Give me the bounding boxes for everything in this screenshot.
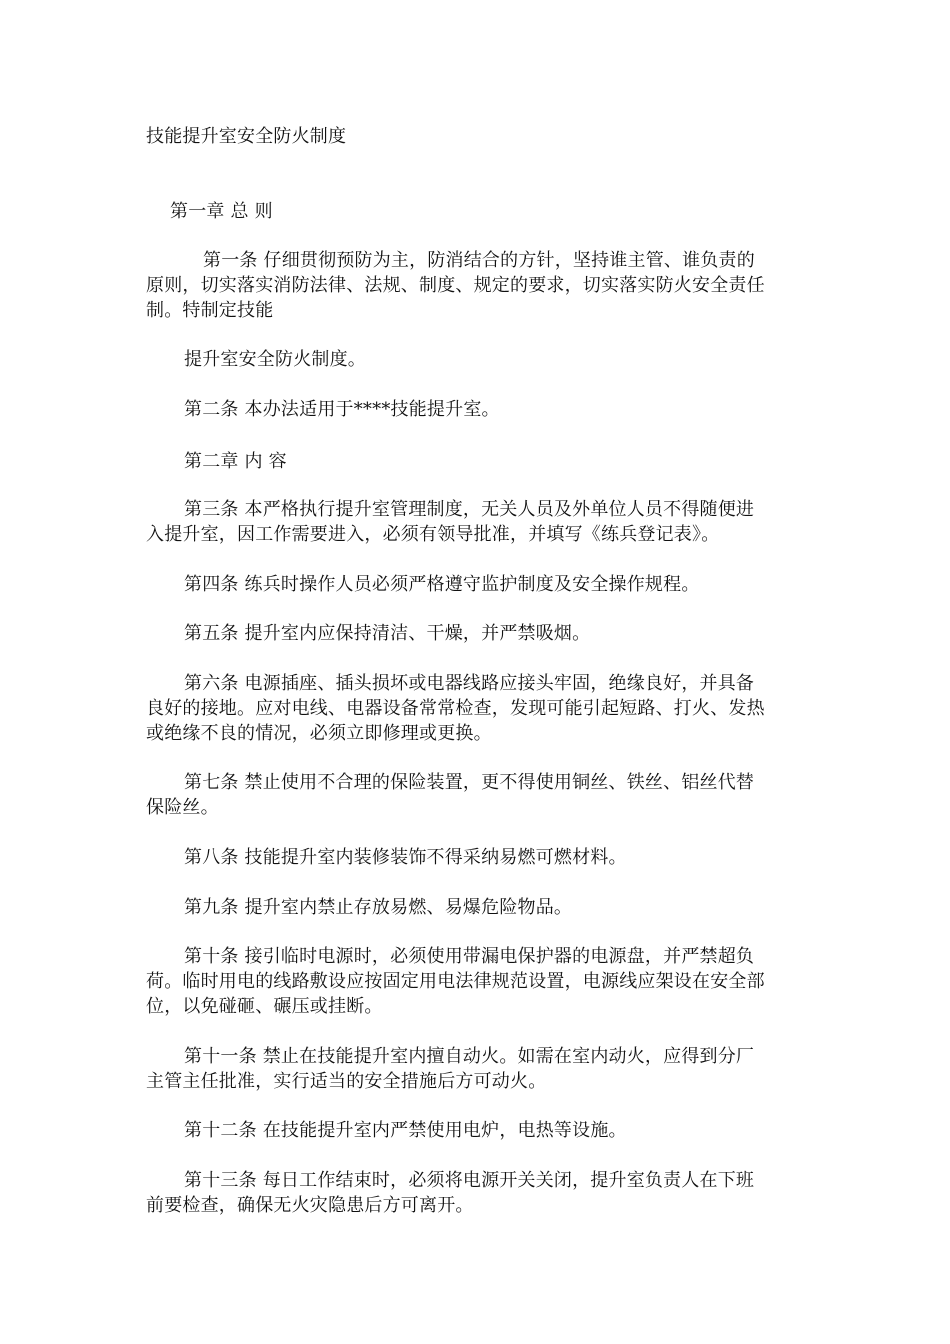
article-11-line-1: 第十一条 禁止在技能提升室内擅自动火。如需在室内动火，应得到分厂 — [184, 1046, 755, 1067]
article-7-line-1: 第七条 禁止使用不合理的保险装置，更不得使用铜丝、铁丝、铝丝代替 — [184, 772, 755, 793]
article-12: 第十二条 在技能提升室内严禁使用电炉，电热等设施。 — [184, 1120, 627, 1141]
article-9: 第九条 提升室内禁止存放易燃、易爆危险物品。 — [184, 897, 573, 918]
article-10-line-2: 荷。临时用电的线路敷设应按固定用电法律规范设置，电源线应架设在安全部 — [146, 971, 765, 992]
article-4: 第四条 练兵时操作人员必须严格遵守监护制度及安全操作规程。 — [184, 574, 700, 595]
article-1-line-1: 第一条 仔细贯彻预防为主，防消结合的方针，坚持谁主管、谁负责的 — [203, 250, 755, 271]
chapter-2-heading: 第二章 内 容 — [184, 451, 287, 472]
article-1-line-2: 原则，切实落实消防法律、法规、制度、规定的要求，切实落实防火安全责任 — [146, 275, 765, 296]
article-1-line-3: 制。特制定技能 — [146, 300, 274, 321]
article-1-line-4: 提升室安全防火制度。 — [184, 349, 366, 370]
article-8: 第八条 技能提升室内装修装饰不得采纳易燃可燃材料。 — [184, 847, 627, 868]
article-10-line-3: 位，以免碰砸、碾压或挂断。 — [146, 996, 383, 1017]
article-3-line-2: 入提升室，因工作需要进入，必须有领导批准，并填写《练兵登记表》。 — [146, 524, 720, 545]
article-10-line-1: 第十条 接引临时电源时，必须使用带漏电保护器的电源盘，并严禁超负 — [184, 946, 755, 967]
article-3-line-1: 第三条 本严格执行提升室管理制度，无关人员及外单位人员不得随便进 — [184, 499, 755, 520]
article-6-line-3: 或绝缘不良的情况，必须立即修理或更换。 — [146, 723, 492, 744]
article-6-line-2: 良好的接地。应对电线、电器设备常常检查，发现可能引起短路、打火、发热 — [146, 698, 765, 719]
article-11-line-2: 主管主任批准，实行适当的安全措施后方可动火。 — [146, 1071, 547, 1092]
article-5: 第五条 提升室内应保持清洁、干燥，并严禁吸烟。 — [184, 623, 591, 644]
article-13-line-2: 前要检查，确保无火灾隐患后方可离开。 — [146, 1195, 474, 1216]
document-title: 技能提升室安全防火制度 — [146, 126, 347, 147]
article-13-line-1: 第十三条 每日工作结束时，必须将电源开关关闭，提升室负责人在下班 — [184, 1170, 755, 1191]
article-7-line-2: 保险丝。 — [146, 797, 219, 818]
chapter-1-heading: 第一章 总 则 — [170, 201, 273, 222]
article-2: 第二条 本办法适用于****技能提升室。 — [184, 399, 500, 420]
article-6-line-1: 第六条 电源插座、插头损坏或电器线路应接头牢固，绝缘良好，并具备 — [184, 673, 755, 694]
